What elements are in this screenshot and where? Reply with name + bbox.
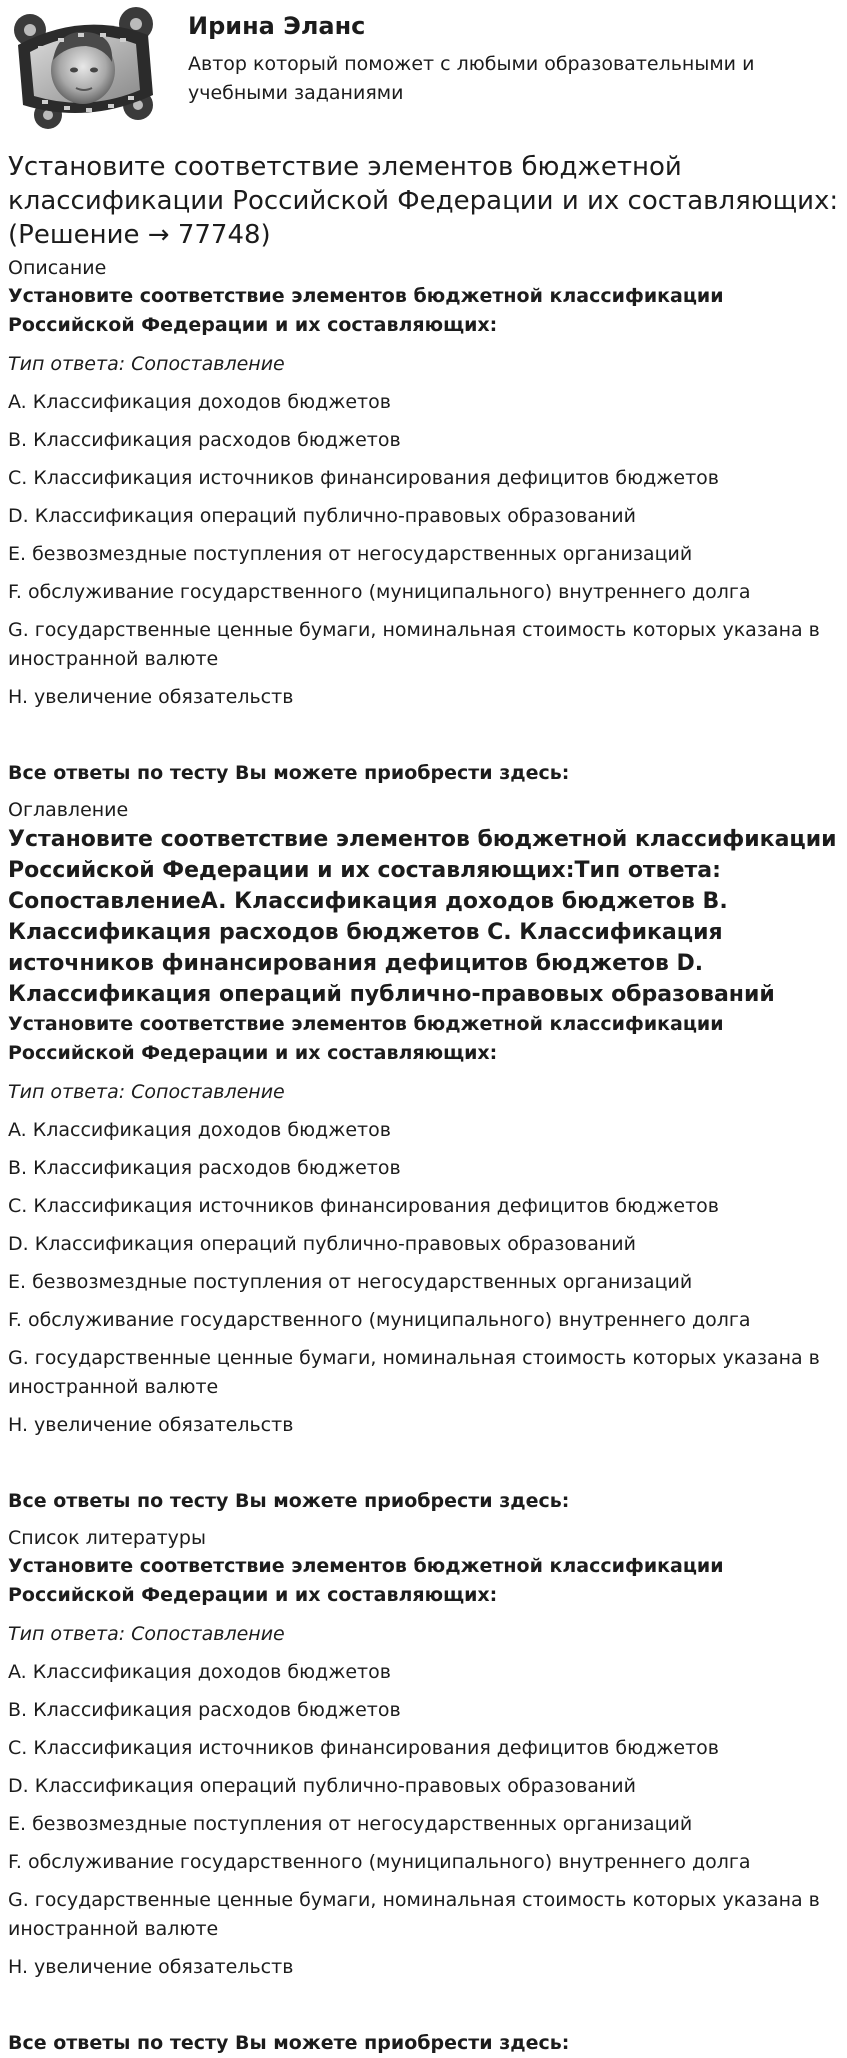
section-label-literature: Список литературы — [8, 1527, 206, 1549]
option-h: H. увеличение обязательств — [8, 686, 294, 708]
avatar[interactable] — [8, 0, 158, 130]
option-c: C. Классификация источников финансирования дефицитов бюджетов — [8, 1737, 719, 1759]
buy-answers-text: Все ответы по тесту Вы можете приобрести здесь: — [8, 2032, 570, 2054]
option-e: E. безвозмездные поступления от негосударственных организаций — [8, 1271, 693, 1293]
question-title: Установите соответствие элементов бюджетной классификации Российской Федерации и их составляющих: — [8, 1013, 724, 1064]
option-c: C. Классификация источников финансирования дефицитов бюджетов — [8, 467, 719, 489]
option-c: C. Классификация источников финансирования дефицитов бюджетов — [8, 1195, 719, 1217]
section-label-description: Описание — [8, 257, 107, 279]
option-a: A. Классификация доходов бюджетов — [8, 391, 391, 413]
option-d: D. Классификация операций публично-правовых образований — [8, 1775, 636, 1797]
author-description: Автор который поможет с любыми образовательными и учебными заданиями — [188, 53, 755, 104]
film-reel-portrait-icon — [8, 0, 158, 130]
option-b: B. Классификация расходов бюджетов — [8, 429, 401, 451]
option-e: E. безвозмездные поступления от негосударственных организаций — [8, 1813, 693, 1835]
option-f: F. обслуживание государственного (муниципального) внутреннего долга — [8, 581, 751, 603]
option-g: G. государственные ценные бумаги, номинальная стоимость которых указана в иностранной валюте — [8, 1347, 820, 1398]
option-d: D. Классификация операций публично-правовых образований — [8, 1233, 636, 1255]
question-title: Установите соответствие элементов бюджетной классификации Российской Федерации и их составляющих: — [8, 1555, 724, 1606]
option-h: H. увеличение обязательств — [8, 1414, 294, 1436]
option-g: G. государственные ценные бумаги, номинальная стоимость которых указана в иностранной валюте — [8, 1889, 820, 1940]
author-info — [188, 0, 788, 108]
option-f: F. обслуживание государственного (муниципального) внутреннего долга — [8, 1851, 751, 1873]
option-b: B. Классификация расходов бюджетов — [8, 1157, 401, 1179]
author-card — [8, 0, 839, 140]
answer-type: Тип ответа: Сопоставление — [8, 353, 285, 375]
author-name[interactable]: Ирина Эланс — [188, 12, 366, 40]
answer-type: Тип ответа: Сопоставление — [8, 1081, 285, 1103]
option-h: H. увеличение обязательств — [8, 1956, 294, 1978]
literature-block — [8, 1552, 839, 2058]
option-a: A. Классификация доходов бюджетов — [8, 1119, 391, 1141]
option-a: A. Классификация доходов бюджетов — [8, 1661, 391, 1683]
question-title: Установите соответствие элементов бюджетной классификации Российской Федерации и их составляющих: — [8, 285, 724, 336]
answer-type: Тип ответа: Сопоставление — [8, 1623, 285, 1645]
toc-block — [8, 1010, 839, 1516]
option-g: G. государственные ценные бумаги, номинальная стоимость которых указана в иностранной валюте — [8, 619, 820, 670]
option-b: B. Классификация расходов бюджетов — [8, 1699, 401, 1721]
toc-heading: Установите соответствие элементов бюджетной классификации Российской Федерации и их составляющих:Тип ответа: СопоставлениеA. Классификация доходов бюджетов B. Классификация расходов бюджетов C. Классификация источников финансирования дефицитов бюджетов D. Классификация операций публично-правовых образований — [8, 827, 837, 1007]
buy-answers-text: Все ответы по тесту Вы можете приобрести здесь: — [8, 1490, 570, 1512]
option-d: D. Классификация операций публично-правовых образований — [8, 505, 636, 527]
buy-answers-text: Все ответы по тесту Вы можете приобрести здесь: — [8, 762, 570, 784]
description-block — [8, 282, 839, 788]
section-label-toc: Оглавление — [8, 799, 129, 821]
option-e: E. безвозмездные поступления от негосударственных организаций — [8, 543, 693, 565]
page-title: Установите соответствие элементов бюджетной классификации Российской Федерации и их составляющих: (Решение → 77748) — [8, 152, 839, 250]
option-f: F. обслуживание государственного (муниципального) внутреннего долга — [8, 1309, 751, 1331]
